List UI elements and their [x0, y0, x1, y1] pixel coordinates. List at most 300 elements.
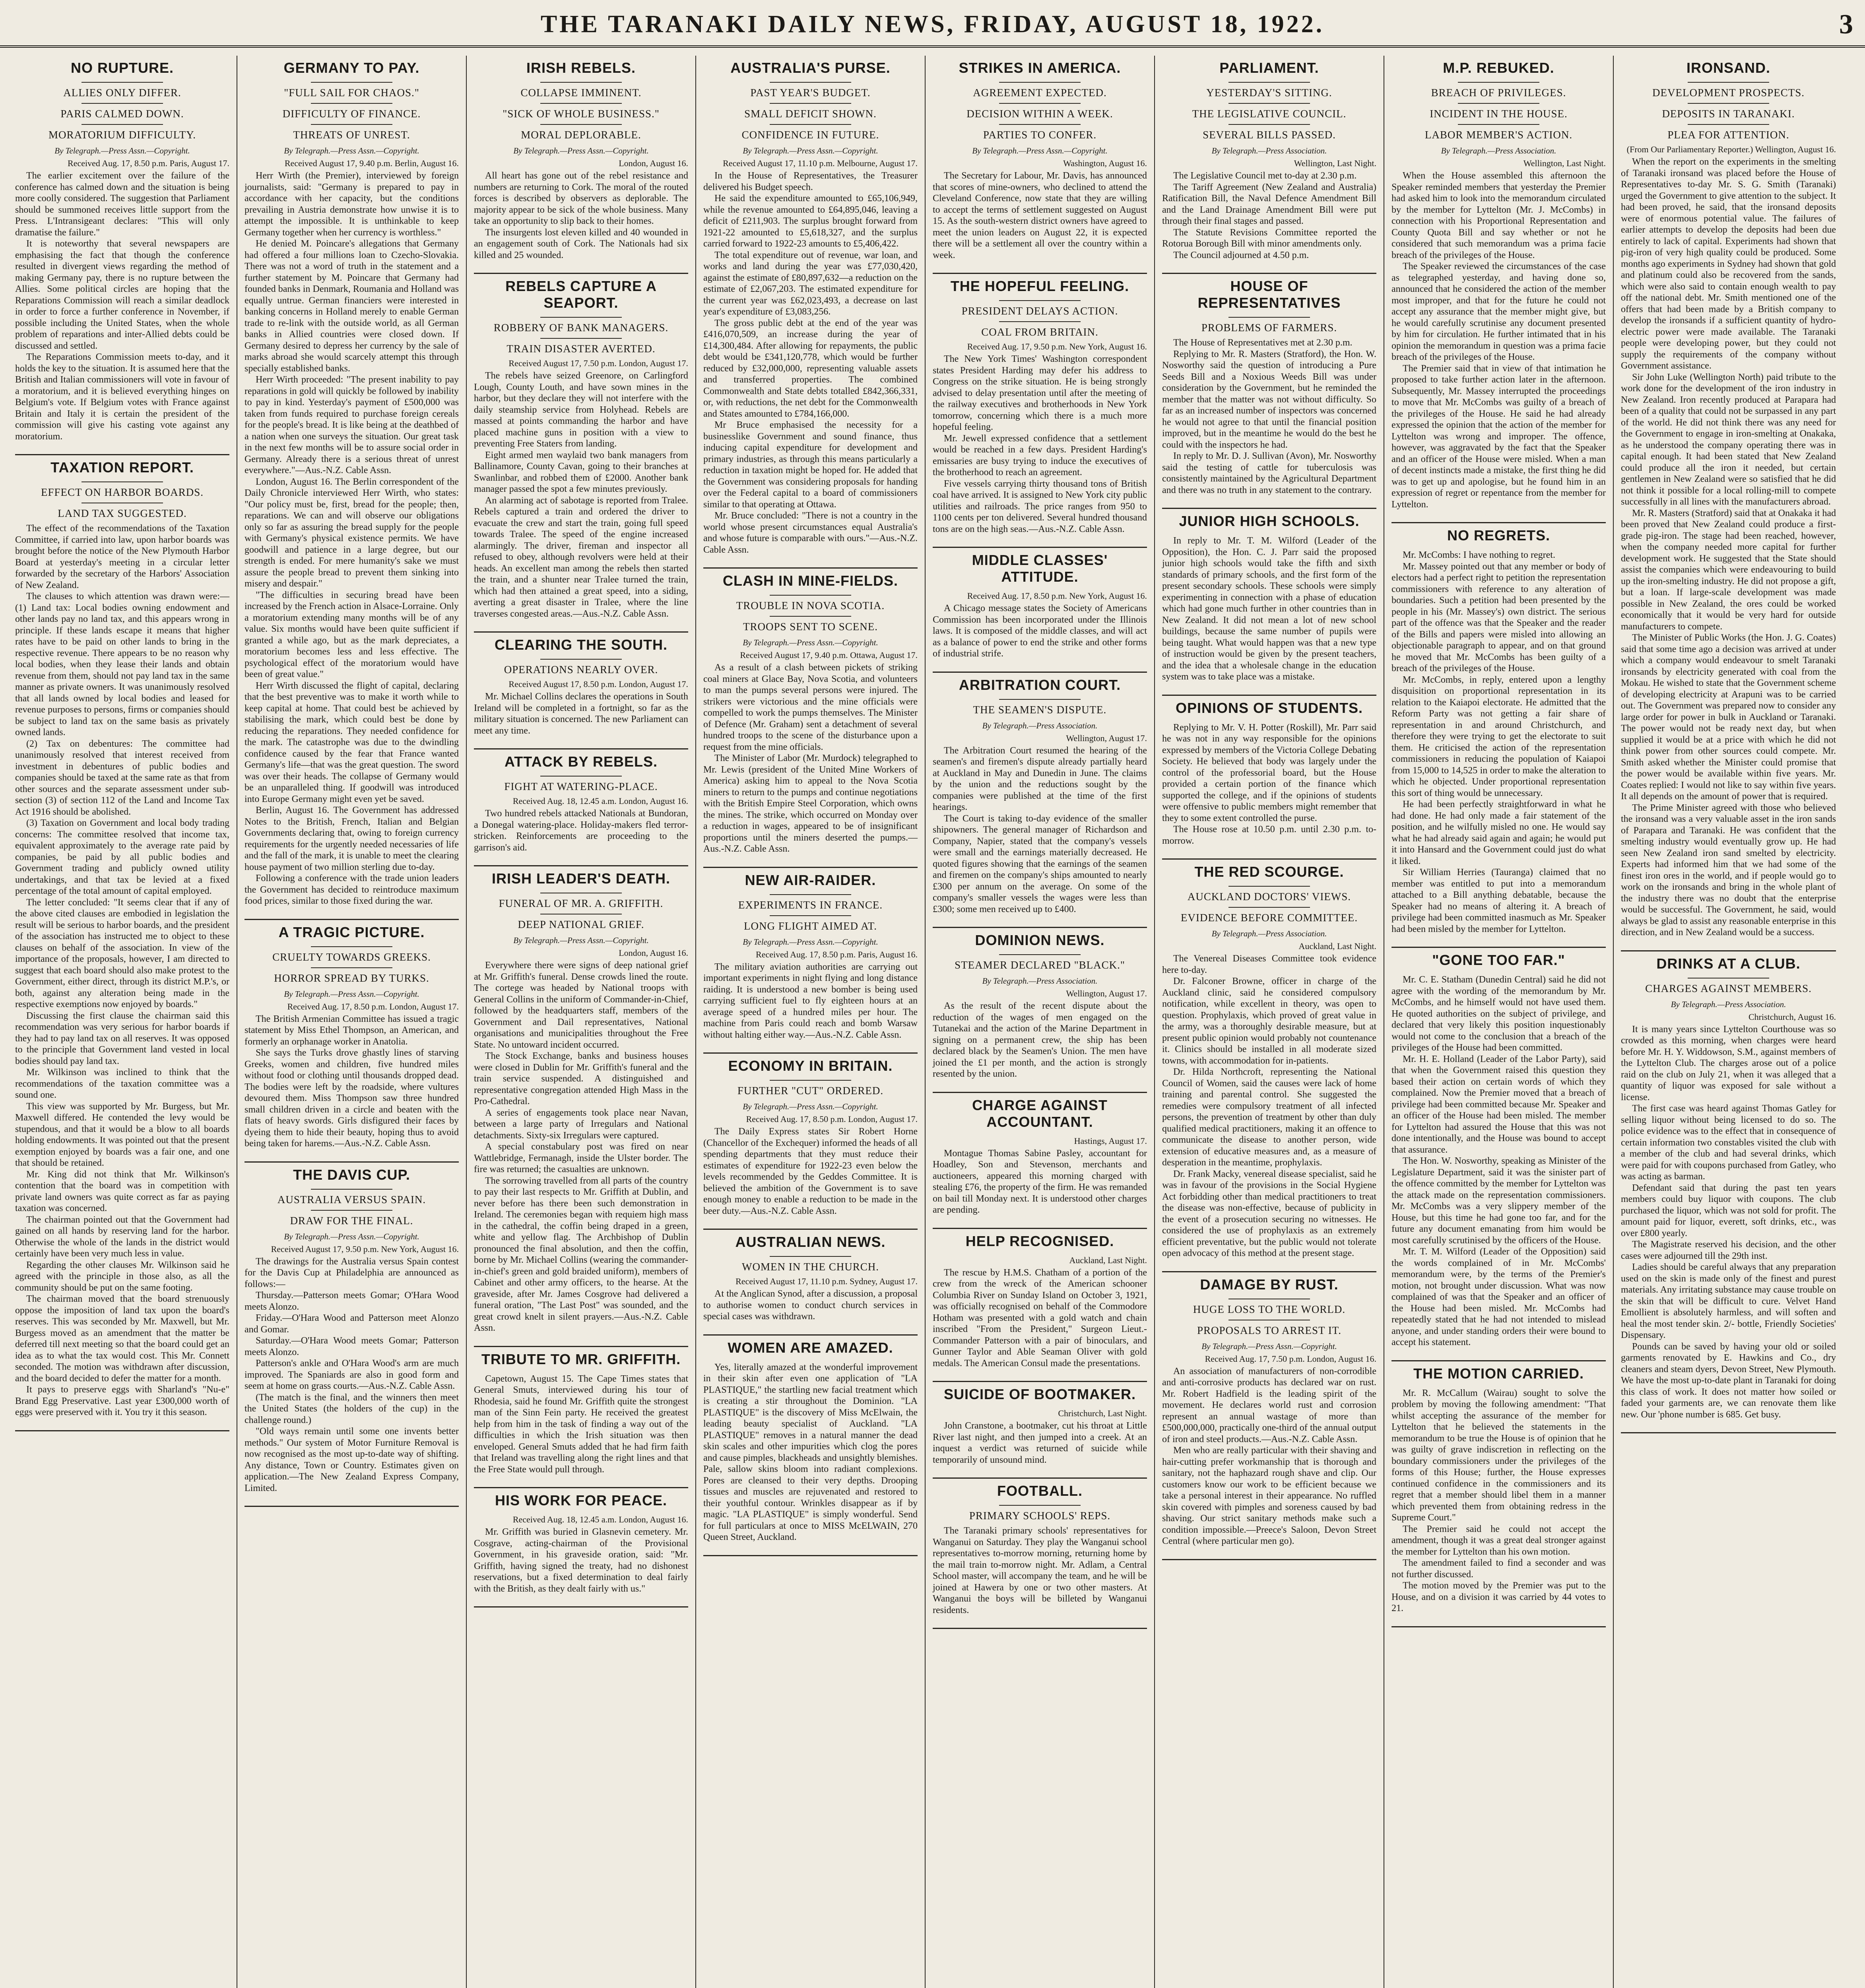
story-separator: [703, 867, 918, 868]
story-headline: DRINKS AT A CLUB.: [1656, 955, 1801, 972]
story-headline: STRIKES IN AMERICA.: [959, 60, 1121, 76]
story-paragraph: Mr. R. Masters (Stratford) said that at Onakaka it had been proved that New Zealand could produce a first-grade pig-iron. The stage had been reached, however, when the company needed more capital for further development work. He suggested that the State should assist the companies which were endeavouring to build up the iron-smelting industry. He did not propose a gift, but a loan. If large-scale development was made possible in New Zealand, the ores could be worked economically that it would be very hard for outside manufacturers to compete.: [1621, 508, 1836, 632]
story-subhead: COLLAPSE IMMINENT.: [520, 87, 642, 99]
story-separator: [1391, 1360, 1606, 1361]
news-columns: [8, 56, 1857, 1988]
story-separator: [1162, 508, 1376, 509]
story-separator: [1621, 1432, 1836, 1433]
story-subhead: TRAIN DISASTER AVERTED.: [507, 343, 656, 355]
story-subhead: AGREEMENT EXPECTED.: [973, 87, 1107, 99]
news-story: [933, 932, 1147, 1080]
story-separator: [245, 1161, 459, 1163]
story-dateline: Wellington, August 17.: [1066, 733, 1147, 743]
story-paragraph: The earlier excitement over the failure of the conference has calmed down and the situation is being more coolly considered. The suggestion that Parliament should be summoned receives little support from the Press. L'Intransigeant declares: "This will only dramatise the failure.": [15, 171, 229, 238]
story-paragraph: The House of Representatives met at 2.30 p.m.: [1173, 338, 1353, 348]
story-paragraph: Dr. Falconer Browne, officer in charge of the Auckland clinic, said he considered compulsory notification, while excellent in theory, was open to question. Prophylaxis, which proved of great value in the army, was a thoroughly desirable measure, but at present public opinion would probably not countenance it. Clinics should be installed in all moderate sized towns, with accommodation for in-patients.: [1162, 976, 1376, 1066]
story-paragraph: Mr. Bruce concluded: "There is not a country in the world whose present circumstances equal Australia's and whose future is comparable with ours."—Aus.-N.Z. Cable Assn.: [703, 511, 918, 555]
story-paragraph: As a result of a clash between pickets of striking coal miners at Glace Bay, Nova Scotia, and volunteers to man the pumps several persons were injured. The strikers were victorious and the mine officials were compelled to work the pumps themselves. The Minister of Defence (Mr. Graham) sent a detachment of several hundred troops to the scene of the disturbance upon a request from the mine officials.: [703, 662, 918, 752]
divider-rule: [770, 103, 851, 104]
story-dateline: Washington, August 16.: [1063, 158, 1147, 168]
divider-rule: [1228, 103, 1310, 104]
news-story: [933, 278, 1147, 535]
story-body: [1162, 337, 1376, 496]
story-separator: [474, 1487, 688, 1488]
story-credit: By Telegraph.—Press Assn.—Copyright.: [743, 638, 878, 647]
story-body: [933, 1525, 1147, 1616]
story-subhead: EFFECT ON HARBOR BOARDS.: [41, 486, 204, 498]
story-paragraph: It is many years since Lyttelton Courthouse was so crowded as this morning, when charges were heard before Mr. H. Y. Widdowson, S.M., against members of the Lyttelton Club. The charges arose out of a police raid on the club on July 21, when it was alleged that a quantity of liquor was exposed for sale without a license.: [1621, 1024, 1836, 1103]
story-headline: A TRAGIC PICTURE.: [278, 924, 425, 940]
story-subhead: DEPOSITS IN TARANAKI.: [1662, 108, 1795, 120]
story-paragraph: Herr Wirth proceeded: "The present inability to pay reparations in gold will quickly be followed by inability to pay in kind. Yesterday's payment of £500,000 was taken from funds required to purchase foreign cereals for the people's bread. It is like being at the deathbed of a nation when one surveys the situation. Our great task in the next few months will be to assure social order in Germany. Already there is a serious threat of unrest everywhere."—Aus.-N.Z. Cable Assn.: [245, 375, 459, 476]
story-paragraph: The clauses to which attention was drawn were:—(1) Land tax: Local bodies owning endowment and other lands pay no land tax, and this appears wrong in principle. If these lands escape it means that higher rates have to be paid on other lands to bring in the respective revenue. There appears to be no reason why local bodies, when they lease their lands and obtain revenue from them, should not pay land tax in the same manner as private owners. It was unanimously resolved that all lands owned by local bodies and leased for revenue purposes to persons, firms or companies should be subject to land tax on the same basis as privately owned lands.: [15, 591, 229, 738]
story-dateline: Wellington, Last Night.: [1294, 158, 1376, 168]
story-paragraph: "The difficulties in securing bread have been increased by the French action in Alsace-Lorraine. Only a moratorium extending many months will be of any value. Six months would have been quite sufficient if granted a while ago, but as the mark depreciates, a moratorium becomes less and less effective. The psychological effect of the moratorium would have been of great value.": [245, 590, 459, 679]
story-dateline: Received Aug. 17, 8.50 p.m. London, August 17.: [746, 1114, 918, 1124]
divider-rule: [1228, 886, 1310, 887]
story-paragraph: Replying to Mr. R. Masters (Stratford), the Hon. W. Nosworthy said the question of introducing a Pure Seeds Bill and a Noxious Weeds Bill was under consideration by the Government, but he reminded the member that the matter was not without difficulty. So far as an increased number of inspectors was concerned he would not agree to that until the financial position improved, but in the meantime he would do the best he could with the inspectors he had.: [1162, 349, 1376, 450]
story-paragraph: Mr. T. M. Wilford (Leader of the Opposition) said the words complained of in Mr. McCombs' memorandum were, by the terms of the Premier's motion, not brought under discussion. What was now complained of was that the Speaker and an officer of the House had been misled. Mr. McCombs had repeatedly stated that he had not intended to mislead anyone, and under standing orders their were bound to accept his statement.: [1391, 1246, 1606, 1347]
story-paragraph: (2) Tax on debentures: The committee had unanimously resolved that interest received from investment in debentures of public bodies and companies should be taxed at the same rate as that from other sources and the separate assessment under sub-section (3) of section 112 of the Land and Income Tax Act 1916 should be abolished.: [15, 738, 229, 817]
story-paragraph: Mr. Jewell expressed confidence that a settlement would be reached in a few days. President Harding's emissaries are busy trying to induce the executives of the brotherhood to reach an agreement.: [933, 433, 1147, 478]
story-dateline: Auckland, Last Night.: [1298, 941, 1376, 951]
story-body: [933, 1148, 1147, 1216]
story-separator: [1391, 522, 1606, 523]
story-subhead: EXPERIMENTS IN FRANCE.: [738, 899, 883, 911]
story-paragraph: The Speaker reviewed the circumstances of the case as telegraphed yesterday, and having done so, announced that he considered the action of the member most improper, and that for the future he could not accept any assurance that the member might give, but he would carefully scrutinise any document presented by him for circulation. He further intimated that in his opinion the memorandum in question was a prima facie breach of the privileges of the House.: [1391, 261, 1606, 362]
story-dateline: Wellington, Last Night.: [1523, 158, 1606, 168]
story-headline: ATTACK BY REBELS.: [504, 753, 658, 770]
news-story: [15, 60, 229, 442]
story-separator: [15, 454, 229, 455]
story-separator: [703, 1555, 918, 1556]
news-story: [1162, 278, 1376, 496]
story-paragraph: Mr. R. McCallum (Wairau) sought to solve the problem by moving the following amendment: "That whilst accepting the assurance of the member for Lyttelton that he believed the statements in the memorandum to be true the House is of opinion that he was guilty of grave indiscretion in reflecting on the boundary commissioners under the privileges of the forms of this House; further, the House expresses continued confidence in the commissioners and its regret that a member should libel them in a manner which prevented them from obtaining redress in the Supreme Court.": [1391, 1388, 1606, 1523]
story-subhead: DEVELOPMENT PROSPECTS.: [1652, 87, 1805, 99]
story-paragraph: The Council adjourned at 4.50 p.m.: [1173, 250, 1309, 260]
story-paragraph: Mr. C. E. Statham (Dunedin Central) said he did not agree with the wording of the memorandum by Mr. McCombs, and he himself would not have used them. He quoted authorities on the subject of privilege, and declared that very likely this position inquestionably would not come to the conclusion that a breach of the privileges of the House had been committed.: [1391, 975, 1606, 1053]
story-paragraph: When the House assembled this afternoon the Speaker reminded members that yesterday the Premier had asked him to look into the memorandum circulated by the member for Lyttelton (Mr. J. McCombs) in connection with his Proportional Representation and County Quota Bill and say whether or not he considered that such memorandum was a prima facie breach of the privileges of the House.: [1391, 171, 1606, 260]
story-dateline: Received August 17, 8.50 p.m. London, August 17.: [508, 679, 688, 689]
story-subhead: PARTIES TO CONFER.: [983, 129, 1097, 141]
story-separator: [1391, 1626, 1606, 1627]
story-body: [474, 370, 688, 619]
story-body: [245, 170, 459, 907]
story-dateline: Received Aug. 17, 9.50 p.m. New York, August 16.: [967, 342, 1147, 351]
story-headline: OPINIONS OF STUDENTS.: [1175, 699, 1363, 716]
news-story: [1621, 955, 1836, 1421]
story-headline: MIDDLE CLASSES' ATTITUDE.: [972, 552, 1108, 585]
story-headline: JUNIOR HIGH SCHOOLS.: [1179, 513, 1360, 529]
story-dateline: Received August 17, 7.50 p.m. London, August 17.: [508, 358, 688, 368]
news-story: [245, 1167, 459, 1494]
story-paragraph: Mr Bruce emphasised the necessity for a businesslike Government and sound finance, thus inducing capital expenditure for development and primary industries, as through this means particularly a reduction in taxation might be hoped for. He added that the Government was considering proposals for handing over the Federal capital to a board of commissioners similar to that operating at Ottawa.: [703, 420, 918, 510]
story-dateline: Received Aug. 17, 7.50 p.m. London, August 16.: [1205, 1353, 1376, 1364]
divider-rule: [770, 82, 851, 83]
story-subhead: PLEA FOR ATTENTION.: [1667, 129, 1789, 141]
story-headline: HIS WORK FOR PEACE.: [495, 1492, 668, 1508]
story-separator: [474, 273, 688, 274]
story-subhead: TROUBLE IN NOVA SCOTIA.: [736, 600, 885, 612]
story-body: [15, 523, 229, 1418]
story-headline: GERMANY TO PAY.: [283, 60, 420, 76]
divider-rule: [770, 1080, 851, 1081]
news-story: [1162, 700, 1376, 847]
news-column: [1384, 56, 1614, 1988]
story-subhead: CHARGES AGAINST MEMBERS.: [1645, 982, 1812, 994]
divider-rule: [82, 124, 163, 125]
news-story: [245, 924, 459, 1149]
story-subhead: DIFFICULTY OF FINANCE.: [282, 108, 421, 120]
story-headline: HOUSE OF REPRESENTATIVES: [1197, 278, 1341, 311]
story-paragraph: Mr. Griffith was buried in Glasnevin cemetery. Mr. Cosgrave, acting-chairman of the Provisional Government, in his graveside oration, said: "Mr. Griffith, having signed the treaty, had no dishonest reservations, but a fixed determination to deal fairly with the British, as they dealt fairly with us.": [474, 1527, 688, 1594]
news-story: [703, 573, 918, 855]
story-subhead: HUGE LOSS TO THE WORLD.: [1193, 1303, 1346, 1315]
story-paragraph: An alarming act of sabotage is reported from Tralee. Rebels captured a train and ordered the driver to evacuate the crew and start the train, going full speed towards Tralee. The speed of the engine increased alarmingly. The driver, fireman and inspector all refused to obey, although revolvers were held at their heads. An excellent man among the rebels then started the train, and a shunter near Tralee turned the train, which had then attained a great speed, into a siding, averting a great disaster in Tralee, where the line traverses congested areas.—Aus.-N.Z. Cable Assn.: [474, 495, 688, 619]
divider-rule: [82, 82, 163, 83]
divider-rule: [540, 317, 622, 318]
story-headline: REBELS CAPTURE A SEAPORT.: [505, 278, 657, 311]
story-headline: NO RUPTURE.: [70, 60, 174, 76]
divider-rule: [540, 124, 622, 125]
story-paragraph: In the House of Representatives, the Treasurer delivered his Budget speech.: [703, 171, 918, 192]
story-credit: By Telegraph.—Press Assn.—Copyright.: [513, 936, 649, 945]
story-paragraph: The Tariff Agreement (New Zealand and Australia) Ratification Bill, the Naval Defence Amendment Bill and the Land Drainage Amendment Bill were put through their final stages and passed.: [1162, 182, 1376, 226]
story-paragraph: Friday.—O'Hara Wood and Patterson meet Alonzo and Gomar.: [245, 1313, 459, 1335]
story-paragraph: The British Armenian Committee has issued a tragic statement by Miss Ethel Thompson, an American, and formerly an orphanage worker in Anatolia.: [245, 1013, 459, 1047]
story-paragraph: He had been perfectly straightforward in what he had done. He had only made a fair statement of the position, and he wilfully misled no one. He would say what he had already said again and again; he would put it into Hansard and the Government could just do what it liked.: [1391, 799, 1606, 866]
news-column: [926, 56, 1155, 1988]
story-subhead: PAST YEAR'S BUDGET.: [750, 87, 871, 99]
news-story: [703, 60, 918, 555]
story-paragraph: "Old ways remain until some one invents better methods." Our system of Motor Furniture Removal is now recognised as the most up-to-date way of shifting. Any distance, Town or Country. Estimates given on application.—The New Zealand Express Company, Limited.: [245, 1426, 459, 1493]
story-paragraph: The Minister of Labor (Mr. Murdock) telegraphed to Mr. Lewis (president of the United Mine Workers of America) asking him to appeal to the Nova Scotia miners to return to the pumps and continue negotiations with the British Empire Steel Corporation, which owns the mines. The strike, which occurred on Monday over a reduction in wages, appeared to be of insignificant proportions until the miners deserted the pumps.—Aus.-N.Z. Cable Assn.: [703, 753, 918, 854]
news-column: [1614, 56, 1843, 1988]
story-headline: AUSTRALIA'S PURSE.: [730, 60, 891, 76]
newspaper-title: THE TARANAKI DAILY NEWS, FRIDAY, AUGUST 18, 1922.: [540, 11, 1325, 38]
divider-rule: [999, 103, 1081, 104]
story-paragraph: The insurgents lost eleven killed and 40 wounded in an engagement south of Cork. The Nationals had six killed and 25 wounded.: [474, 227, 688, 260]
story-paragraph: It pays to preserve eggs with Sharland's "Nu-e" Brand Egg Preservative. Last year £300,000 worth of eggs were preserved with it. You try it this season.: [15, 1384, 229, 1417]
story-paragraph: In reply to Mr. D. J. Sullivan (Avon), Mr. Nosworthy said the testing of cattle for tuberculosis was consistently maintained by the Agricultural Department and there was no truth in any statement to the contrary.: [1162, 451, 1376, 495]
story-separator: [933, 1477, 1147, 1479]
story-paragraph: The effect of the recommendations of the Taxation Committee, if carried into law, upon harbor boards was brought before the notice of the New Plymouth Harbor Board at yesterday's meeting in a circular letter forwarded by the secretary of the Harbors' Association of New Zealand.: [15, 523, 229, 590]
story-subhead: PROPOSALS TO ARREST IT.: [1197, 1324, 1342, 1336]
story-paragraph: Yes, literally amazed at the wonderful improvement in their skin after even one application of "LA PLASTIQUE," the startling new facial treatment which is creating a stir throughout the Dominion. "LA PLASTIQUE" is the discovery of Miss McElwain, the leading beauty specialist of Auckland. "LA PLASTIQUE" removes in a natural manner the dead skin scales and other impurities which clog the pores and cause pimples, blackheads and unsightly blemishes. Pale, sallow skins bloom into radiant complexions. Pores are cleansed to their very depths. Drooping tissues and muscles are rejuvenated and restored to their youthful contour. Wrinkles disappear as if by magic. "LA PLASTIQUE" is simply wonderful. Send for full particulars at once to MISS McELWAIN, 270 Queen Street, Auckland.: [703, 1362, 918, 1542]
story-body: [933, 1000, 1147, 1080]
page-number: 3: [1839, 9, 1853, 40]
divider-rule: [311, 967, 392, 968]
story-paragraph: The letter concluded: "It seems clear that if any of the above cited clauses are embodied in legislation the result will be serious to harbor boards, and the president of the association has instructed me to object to these clauses on behalf of the association. In view of the importance of the proposals, however, I am directed to suggest that each board should also make protest to the Government, either direct, through its district M.P.'s, or both, against any alteration being made in the respective exemptions now enjoyed by boards.": [15, 897, 229, 1010]
story-paragraph: Replying to Mr. V. H. Potter (Roskill), Mr. Parr said he was not in any way responsible for the opinions expressed by members of the Victoria College Debating Society. He believed that body was largely under the control of the professorial board, but the House provided a certain portion of the finance which supported the college, and if the opinions of students were offensive to public members might remember that they to some extent controlled the purse.: [1162, 722, 1376, 823]
story-body: [1621, 1024, 1836, 1421]
divider-rule: [1688, 82, 1770, 83]
story-separator: [933, 1381, 1147, 1382]
news-story: [1391, 60, 1606, 510]
story-paragraph: All heart has gone out of the rebel resistance and numbers are returning to Cork. The moral of the routed forces is described by observers as deplorable. The majority appear to be sick of the whole business. Many take an opportunity to slip back to their homes.: [474, 171, 688, 226]
divider-rule: [311, 1189, 392, 1190]
news-story: [474, 870, 688, 1334]
story-subhead: PARIS CALMED DOWN.: [60, 108, 184, 120]
story-paragraph: Sir William Herries (Tauranga) claimed that no member was entitled to put into a memorandum attached to a Bill anything debatable, because the Speaker had no means of altering it. A breach of privilege had been committed inasmuch as Mr. Speaker had been misled by the member for Lyttelton.: [1391, 867, 1606, 934]
story-separator: [1621, 950, 1836, 951]
story-paragraph: Dr. Hilda Northcroft, representing the National Council of Women, said the causes were lack of home training and parental control. She suggested the remedies were compulsory treatment of all infected persons, the prevention of treatment by other than duly qualified medical practitioners, making it an offence to communicate the disease to another person, wide extension of educative measures and, as a measure of desperation in the meantime, prophylaxis.: [1162, 1067, 1376, 1168]
story-paragraph: Mr. McCombs: I have nothing to regret.: [1403, 550, 1555, 560]
news-story: [474, 60, 688, 261]
divider-rule: [770, 616, 851, 617]
news-story: [15, 459, 229, 1418]
story-paragraph: As the result of the recent dispute about the reduction of the wages of men engaged on the Tutanekai and the action of the Marine Department in signing on a permanent crew, the ship has been declared black by the Seamen's Union. The men have joined the £1 per month, and the action is strongly resented by the union.: [933, 1001, 1147, 1079]
story-paragraph: John Cranstone, a bootmaker, cut his throat at Little River last night, and then jumped into a creek. At an inquest a verdict was returned of suicide while temporarily of unsound mind.: [933, 1421, 1147, 1465]
story-credit: By Telegraph.—Press Assn.—Copyright.: [284, 989, 419, 999]
story-separator: [1162, 1271, 1376, 1272]
story-dateline: London, August 16.: [619, 948, 688, 958]
story-paragraph: The chairman moved that the board strenuously oppose the imposition of land tax upon the board's reserves. This was seconded by Mr. Maxwell, but Mr. Burgess moved as an amendment that the matter be deferred till next meeting so that the board could get an idea as to what the tax would cost. This Mr. Connett seconded. The motion was withdrawn after discussion, and the board decided to defer the matter for a month.: [15, 1294, 229, 1384]
story-dateline: Received Aug. 17, 8.50 p.m. London, August 17.: [287, 1001, 459, 1011]
news-column: [696, 56, 926, 1988]
story-paragraph: The Secretary for Labour, Mr. Davis, has announced that scores of mine-owners, who declined to attend the Cleveland Conference, now state that they are willing to accept the terms of settlement suggested on August 15. As the south-western district owners have agreed to meet the union leaders on August 22, it is expected there will be a settlement all over the country within a week.: [933, 171, 1147, 260]
story-subhead: AUCKLAND DOCTORS' VIEWS.: [1187, 891, 1351, 903]
story-body: [245, 1256, 459, 1494]
news-story: [703, 1234, 918, 1322]
story-subhead: FURTHER "CUT" ORDERED.: [737, 1085, 884, 1097]
story-dateline: Received August 17, 11.10 p.m. Melbourne, August 17.: [723, 158, 918, 168]
story-body: [245, 1013, 459, 1149]
divider-rule: [999, 1505, 1081, 1506]
story-paragraph: At the Anglican Synod, after a discussion, a proposal to authorise women to conduct church services in special cases was withdrawn.: [703, 1289, 918, 1322]
story-separator: [474, 1606, 688, 1607]
news-column: [8, 56, 237, 1988]
divider-rule: [311, 124, 392, 125]
story-paragraph: The Minister of Public Works (the Hon. J. G. Coates) said that some time ago a decision was arrived at under which a company would endeavour to smelt Taranaki ironsands by electricity generated with coal from the Mokau. He wished to state that the Government scheme of developing electricity at Arapuni was to be carried out. The Government was prepared now to consider any large order for power in bulk in Auckland or Taranaki. The power would not be ready next day, but when supplied it would be at a price with which he did not think power from other sources could compete. Mr. Smith asked whether the Minister could promise that the power would be available within five years. Mr. Coates replied: I would not like to say within five years. It all depends on the amount of power that is required.: [1621, 633, 1836, 802]
story-dateline: Received Aug. 17, 8.50 p.m. Paris, August 16.: [756, 949, 918, 959]
divider-rule: [999, 82, 1081, 83]
story-separator: [474, 1346, 688, 1347]
story-credit: By Telegraph.—Press Association.: [1211, 146, 1327, 155]
story-paragraph: The rescue by H.M.S. Chatham of a portion of the crew from the wreck of the American schooner Columbia River on Sunday Island on October 3, 1921, was officially recognised on behalf of the Commodore Hotham was presented with a gold watch and chain inscribed "From the President," Surgeon Lieut.-Commander Patterson with a pair of binoculars, and Gunner Taylor and Able Seaman Oliver with gold medals. The American Consul made the presentations.: [933, 1267, 1147, 1369]
story-separator: [703, 1052, 918, 1054]
story-separator: [245, 1506, 459, 1507]
story-credit: By Telegraph.—Press Association.: [1671, 999, 1786, 1009]
story-body: [1162, 1366, 1376, 1547]
story-paragraph: Eight armed men waylaid two bank managers from Ballinamore, County Cavan, going to their branches at Swanlinbar, and robbed them of £2000. Another bank manager passed the spot a few minutes previously.: [474, 450, 688, 494]
story-dateline: Christchurch, Last Night.: [1058, 1408, 1147, 1418]
story-body: [474, 170, 688, 261]
story-body: [933, 1267, 1147, 1369]
story-subhead: LONG FLIGHT AIMED AT.: [744, 920, 877, 932]
story-body: [474, 691, 688, 736]
story-paragraph: Mr. H. E. Holland (Leader of the Labor Party), said that when the Government raised this question they based their action on certain words of which they complained. Now the Premier moved that a breach of privilege had been committed because Mr. Speaker and an officer of the House had been misled. The member for Lyttelton had assured the House that this was not done intentionally, and the House was bound to accept that assurance.: [1391, 1054, 1606, 1155]
divider-rule: [311, 103, 392, 104]
story-separator: [1391, 947, 1606, 948]
story-paragraph: The sorrowing travelled from all parts of the country to pay their last respects to Mr. Griffith at Dublin, and never before has there been such demonstration in Ireland. The ceremonies began with requiem high mass in the cathedral, the coffin being draped in a green, white and yellow flag. The Archbishop of Dublin pronounced the final absolution, and then the coffin, borne by Mr. Michael Collins (wearing the commander-in-chief's green and gold braided uniform), members of Cabinet and other army officers, to the hearse. At the graveside, after Mr. James Cosgrove had delivered a funeral oration, "The Last Post" was sounded, and the great crowd knelt in silent prayers.—Aus.-N.Z. Cable Assn.: [474, 1175, 688, 1333]
story-subhead: AUSTRALIA VERSUS SPAIN.: [277, 1193, 426, 1206]
story-credit: By Telegraph.—Press Assn.—Copyright.: [743, 937, 878, 947]
story-headline: "GONE TOO FAR.": [1432, 952, 1565, 968]
story-separator: [474, 865, 688, 866]
story-body: [1391, 170, 1606, 510]
story-headline: CLASH IN MINE-FIELDS.: [723, 573, 898, 589]
story-dateline: (From Our Parliamentary Reporter.) Wellington, August 16.: [1626, 144, 1836, 154]
divider-rule: [1458, 82, 1539, 83]
story-separator: [1162, 858, 1376, 860]
story-paragraph: The drawings for the Australia versus Spain contest for the Davis Cup at Philadelphia are announced as follows:—: [245, 1256, 459, 1289]
story-paragraph: Ladies should be careful always that any preparation used on the skin is made only of the finest and purest materials. Any irritating substance may cause trouble on the skin that will be difficult to cure. Velvet Hand Emollient is absolutely harmless, and will soften and heal the most tender skin. 2/- bottle, Friendly Societies' Dispensary.: [1621, 1262, 1836, 1340]
story-dateline: Auckland, Last Night.: [1069, 1255, 1147, 1265]
story-paragraph: A series of engagements took place near Navan, between a large party of Irregulars and National detachments. Sixty-six Irregulars were captured.: [474, 1107, 688, 1141]
story-paragraph: When the report on the experiments in the smelting of Taranaki ironsand was placed before the House of Representatives to-day Mr. S. G. Smith (Taranaki) urged the Government to give attention to the subject. It had been proved, he said, that the ironsand deposits were of enormous potential value. The failures of earlier attempts to develop the deposits had been due entirely to lack of capital. Experiments had shown that pig-iron of very high quality could be produced. Some months ago experiments in Sydney had shown that gold and platinum could also be recovered from the sands, which were also said to contain enough wealth to pay off the national debt. Mr. Smith mentioned one of the offers that had been made by a British company to develop the ironsands if a sufficient quantity of hydro-electric power were made available. The Taranaki people were developing power, but they could not supply the requirements of the company without Government assistance.: [1621, 157, 1836, 371]
story-separator: [933, 547, 1147, 548]
story-dateline: Received Aug. 17, 8.50 p.m. New York, August 16.: [967, 591, 1147, 601]
story-headline: TRIBUTE TO MR. GRIFFITH.: [481, 1351, 681, 1367]
story-paragraph: Pounds can be saved by having your old or soiled garments renovated by E. Hawkins and Co., dry cleaners and steam dyers, Devon Street, New Plymouth. We have the most up-to-date plant in Taranaki for doing this class of work. It does not matter how soiled or faded your garments are, we can renovate them like new. Our 'phone number is 685. Get busy.: [1621, 1341, 1836, 1420]
story-subhead: MORAL DEPLORABLE.: [521, 129, 641, 141]
story-paragraph: The Stock Exchange, banks and business houses were closed in Dublin for Mr. Griffith's funeral and the train service suspended. A distinguished and representative congregation attended High Mass in the Pro-Cathedral.: [474, 1051, 688, 1107]
story-dateline: Received Aug. 17, 8.50 p.m. Paris, August 17.: [68, 158, 229, 168]
story-subhead: SEVERAL BILLS PASSED.: [1203, 129, 1336, 141]
story-headline: IRONSAND.: [1686, 60, 1770, 76]
story-headline: ECONOMY IN BRITAIN.: [728, 1058, 893, 1074]
story-subhead: ROBBERY OF BANK MANAGERS.: [493, 322, 669, 334]
story-body: [703, 1362, 918, 1543]
news-story: [933, 552, 1147, 660]
news-story: [933, 1386, 1147, 1466]
story-separator: [933, 927, 1147, 928]
story-credit: By Telegraph.—Press Assn.—Copyright.: [743, 1102, 878, 1111]
story-credit: By Telegraph.—Press Association.: [982, 976, 1098, 986]
story-separator: [474, 748, 688, 749]
news-story: [474, 753, 688, 853]
story-body: [933, 170, 1147, 261]
story-paragraph: Herr Wirth (the Premier), interviewed by foreign journalists, said: "Germany is prepared to pay in accordance with her capacity, but the conditions prevailing in Austria demonstrate how unwise it is to attempt the impossible. It is unthinkable to keep Germany together when her currency is worthless.": [245, 171, 459, 238]
story-paragraph: The Legislative Council met to-day at 2.30 p.m.: [1173, 171, 1357, 181]
divider-rule: [1458, 124, 1539, 125]
news-story: [933, 1483, 1147, 1616]
story-separator: [703, 1229, 918, 1230]
story-subhead: CRUELTY TOWARDS GREEKS.: [272, 951, 431, 963]
story-separator: [933, 1628, 1147, 1629]
story-headline: THE HOPEFUL FEELING.: [950, 278, 1129, 294]
divider-rule: [770, 595, 851, 596]
news-story: [1162, 60, 1376, 261]
story-paragraph: Dr. Frank Macky, venereal disease specialist, said he was in favour of the provisions in the Social Hygiene Act forbidding other than medical practitioners to treat the disease was non-effective, because of publicity in the event of a prosecution securing no witnesses. He considered the use of prophylaxis as an extremely efficient preventative, but the public would not tolerate open advocacy of this method at the present stage.: [1162, 1169, 1376, 1258]
story-subhead: COAL FROM BRITAIN.: [981, 326, 1098, 338]
divider-rule: [770, 915, 851, 916]
story-dateline: Received Aug. 18, 12.45 a.m. London, August 16.: [512, 796, 688, 806]
story-credit: By Telegraph.—Press Association.: [1211, 929, 1327, 938]
story-dateline: Received August 17, 9.40 p.m. Berlin, August 16.: [284, 158, 459, 168]
story-body: [933, 1420, 1147, 1466]
story-separator: [1162, 273, 1376, 274]
divider-rule: [1228, 82, 1310, 83]
story-separator: [933, 1092, 1147, 1093]
story-paragraph: Herr Wirth discussed the flight of capital, declaring that the best preventive was to make it worth while to keep capital at home. That could best be achieved by stabilising the mark, which could best be done by reducing the reparations. They needed confidence for the mark. The catastrophe was due to the dwindling confidence caused by the fear that France wanted Germany's life—that was the great question. The sword was over their heads. The collapse of Germany would be an unparalleled thing. If goodwill was introduced into Europe Germany might even yet be saved.: [245, 680, 459, 804]
divider-rule: [1458, 103, 1539, 104]
story-dateline: Received August 17, 9.40 p.m. Ottawa, August 17.: [740, 650, 918, 660]
news-story: [1621, 60, 1836, 938]
story-subhead: INCIDENT IN THE HOUSE.: [1430, 108, 1568, 120]
divider-rule: [311, 82, 392, 83]
divider-rule: [540, 103, 622, 104]
news-column: [237, 56, 467, 1988]
story-credit: By Telegraph.—Press Assn.—Copyright.: [513, 146, 649, 155]
divider-rule: [999, 699, 1081, 700]
story-headline: THE MOTION CARRIED.: [1413, 1365, 1584, 1382]
story-body: [474, 1373, 688, 1475]
news-story: [474, 1492, 688, 1594]
story-subhead: LABOR MEMBER'S ACTION.: [1424, 129, 1573, 141]
story-paragraph: The gross public debt at the end of the year was £416,070,509, an increase during the year of £14,300,484. After allowing for repayments, the public debt would be £341,120,778, which would be further reduced by £32,000,000, representing valuable assets and transferred properties. The combined Commonwealth and State debts totalled £842,366,331, or, with reductions, the net debt for the Commonwealth and States amounted to £784,166,000.: [703, 318, 918, 419]
story-paragraph: London, August 16. The Berlin correspondent of the Daily Chronicle interviewed Herr Wirth, who states: "Our policy must be, first, bread for the people; then, reparations. We can and will observe our obligations only so far as assuring the bread supply for the people with Germany's physical existence permits. We have goodwill and patience in a large degree, but our strength is ended. For mere humanity's sake we must assure the people bread to prevent them sinking into misery and despair.": [245, 476, 459, 589]
news-story: [1162, 1276, 1376, 1547]
story-body: [703, 1126, 918, 1217]
story-paragraph: The Premier said he could not accept the amendment, though it was a great deal stronger against the member for Lyttelton than his own motion.: [1391, 1524, 1606, 1557]
story-body: [703, 170, 918, 555]
story-headline: CHARGE AGAINST ACCOUNTANT.: [972, 1097, 1108, 1130]
story-subhead: LAND TAX SUGGESTED.: [58, 507, 187, 519]
story-separator: [245, 919, 459, 920]
story-subhead: SMALL DEFICIT SHOWN.: [744, 108, 877, 120]
story-paragraph: Mr. McCombs, in reply, entered upon a lengthy disquisition on proportional representation in its relation to the Kaiapoi electorate. He admitted that the Reform Party was not getting a fair share of representation in and around Christchurch, and therefore they were trying to get the electorate to suit them. He criticised the action of the representation commissioners in reducing the population of Kaiapoi from 15,000 to 14,525 in order to make the alteration to which he objected. Under proportional representation this sort of thing would be unnecessary.: [1391, 674, 1606, 798]
story-paragraph: The House rose at 10.50 p.m. until 2.30 p.m. to-morrow.: [1162, 824, 1376, 846]
story-headline: DAMAGE BY RUST.: [1200, 1276, 1339, 1293]
story-separator: [703, 1334, 918, 1336]
story-dateline: Received August 17, 11.10 p.m. Sydney, August 17.: [736, 1276, 918, 1286]
story-credit: By Telegraph.—Press Assn.—Copyright.: [1201, 1341, 1337, 1351]
story-body: [703, 1288, 918, 1322]
story-subhead: CONFIDENCE IN FUTURE.: [741, 129, 879, 141]
story-paragraph: Capetown, August 15. The Cape Times states that General Smuts, interviewed during his tour of Rhodesia, said he found Mr. Griffith quite the strongest man of the Sinn Fein party. He received the greatest help from him in the task of finding a way out of the difficulties in which the Irish situation was then enveloped. General Smuts added that he had firm faith that Ireland was travelling along the right lines and that the Free State would pull through.: [474, 1373, 688, 1475]
story-separator: [474, 631, 688, 633]
story-body: [474, 960, 688, 1334]
story-paragraph: Mr. Michael Collins declares the operations in South Ireland will be completed in a fortnight, so far as the military situation is concerned. The new Parliament can meet any time.: [474, 691, 688, 736]
story-paragraph: The New York Times' Washington correspondent states President Harding may defer his address to Congress on the strike situation. He is being strongly advised to delay presentation until after the meeting of the railway executives and brotherhoods in New York tomorrow, concerning which there is a much more hopeful feeling.: [933, 354, 1147, 432]
story-separator: [703, 567, 918, 569]
story-body: [933, 603, 1147, 660]
story-body: [1391, 1388, 1606, 1614]
story-subhead: DECISION WITHIN A WEEK.: [966, 108, 1113, 120]
news-story: [1391, 527, 1606, 935]
divider-rule: [540, 338, 622, 339]
story-paragraph: He denied M. Poincare's allegations that Germany had offered a four millions loan to Czecho-Slovakia. There was not a word of truth in the statement and a further statement by M. Poincare that Germany had founded banks in Denmark, Roumania and Holland was equally untrue. German financiers were interested in banking concerns in Holland merely to enable German trade to re-link with the outside world, as all German banks in Allied countries were closed down. If Germany desired to depress her currency by the sale of marks abroad she would scarcely attempt this through specially established banks.: [245, 239, 459, 374]
story-subhead: DRAW FOR THE FINAL.: [290, 1214, 413, 1227]
story-paragraph: The rebels have seized Greenore, on Carlingford Lough, County Louth, and have sown mines in the harbor, but they declare they will not interfere with the daily steamship service from Holyhead. Rebels are massed at points commanding the harbor and have placed machine guns in position with a view to preventing Free Staters from landing.: [474, 371, 688, 449]
story-headline: NEW AIR-RAIDER.: [745, 872, 876, 888]
story-paragraph: An association of manufacturers of non-corrodible and anti-corrosive products has declared war on rust. Mr. Robert Hadfield is the leading spirit of the movement. He declares world rust and corrosion represent an annual wastage of more than £500,000,000, practically one-third of the annual output of iron and steel products.—Aus.-N.Z. Cable Assn.: [1162, 1366, 1376, 1444]
story-body: [474, 808, 688, 853]
story-paragraph: Mr. Wilkinson was inclined to think that the recommendations of the taxation committee was a sound one.: [15, 1067, 229, 1100]
story-headline: TAXATION REPORT.: [50, 459, 194, 476]
story-subhead: PRESIDENT DELAYS ACTION.: [961, 305, 1118, 317]
story-dateline: Christchurch, August 16.: [1749, 1011, 1836, 1022]
story-paragraph: The Daily Express states Sir Robert Horne (Chancellor of the Exchequer) informed the heads of all spending departments that they must reduce their estimates of expenditure for 1922-23 even below the levels recommended by the Geddes Committee. It is believed the ambition of the Government is to save enough money to enable a reduction to be made in the beer duty.—Aus.-N.Z. Cable Assn.: [703, 1126, 918, 1216]
story-paragraph: Regarding the other clauses Mr. Wilkinson said he agreed with the principle in those also, as all the community should be put on the same footing.: [15, 1260, 229, 1293]
story-paragraph: The Magistrate reserved his decision, and the other cases were adjourned till the 29th inst.: [1621, 1239, 1836, 1261]
divider-rule: [770, 124, 851, 125]
story-paragraph: The Hon. W. Nosworthy, speaking as Minister of the Legislature Department, said it was the sinister part of the offence committed by the member for Lyttelton was the attack made on the representation commissioners. Mr. McCombs was a very slippery member of the House, but this time he had gone too far, and for the future any document emanating from him would be most carefully scrutinised by the officers of the House.: [1391, 1156, 1606, 1246]
story-subhead: THE LEGISLATIVE COUNCIL.: [1192, 108, 1347, 120]
story-body: [1162, 953, 1376, 1259]
story-paragraph: The Premier said that in view of that intimation he proposed to take further action later in the afternoon. Subsequently, Mr. Massey interrupted the proceedings to move that Mr. McCombs was guilty of a breach of the privileges of the House. He said he had already expressed the opinion that the action of the member for Lyttelton was wrong and improper. The offence, however, was aggravated by the fact that the Speaker and an officer of the House were misled. When a man of decent instincts made a mistake, the first thing he did was to get up and apologise, but he found him in an expression of regret or repentance from the member for Lyttelton.: [1391, 363, 1606, 510]
divider-rule: [999, 300, 1081, 301]
story-separator: [1162, 695, 1376, 696]
story-headline: DOMINION NEWS.: [975, 932, 1105, 948]
story-paragraph: The Taranaki primary schools' representatives for Wanganui on Saturday. They play the Wanganui school representatives to-morrow morning, returning home by the mail train to-morrow night. Mr. Adlam, a Central School master, will accompany the team, and he will be joined at Hawera by one or two other masters. At Wanganui the boys will be billeted by Wanganui residents.: [933, 1526, 1147, 1615]
story-headline: SUICIDE OF BOOTMAKER.: [943, 1386, 1136, 1402]
story-headline: IRISH LEADER'S DEATH.: [492, 870, 670, 887]
news-story: [1391, 1365, 1606, 1614]
divider-rule: [999, 954, 1081, 955]
